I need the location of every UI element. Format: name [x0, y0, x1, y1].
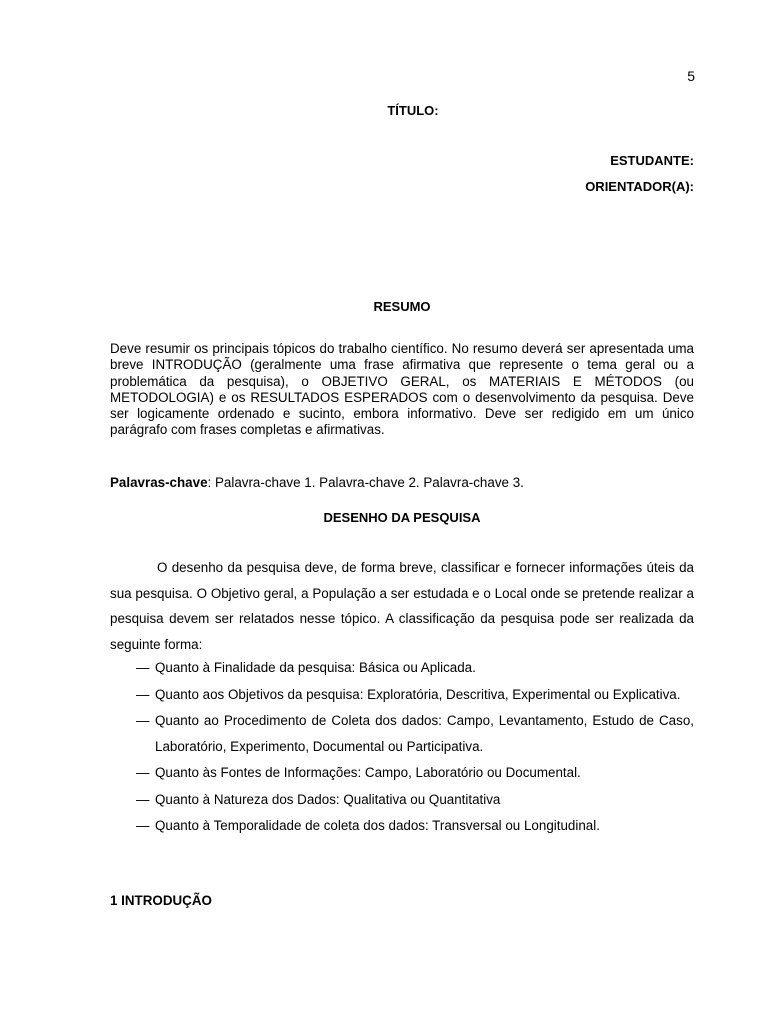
- introduction-heading: 1 INTRODUÇÃO: [110, 893, 212, 908]
- list-item-text: Quanto à Natureza dos Dados: Qualitativa ou Quantitativa: [155, 791, 501, 807]
- document-title: TÍTULO:: [387, 103, 439, 118]
- page-number: 5: [687, 68, 695, 84]
- list-item: [110, 682, 694, 708]
- list-item: [110, 787, 694, 813]
- abstract-paragraph: Deve resumir os principais tópicos do trabalho científico. No resumo deverá ser apresentada uma breve INTRODUÇÃO (geralmente uma frase afirmativa que represente o tema geral ou a problemática da pesquisa), o OBJETIVO GERAL, os MATERIAIS E MÉTODOS (ou METODOLOGIA) e os RESULTADOS ESPERADOS com o desenvolvimento da pesquisa. Deve ser logicamente ordenado e sucinto, embora informativo. Deve ser redigido em um único parágrafo com frases completas e afirmativas.: [110, 341, 694, 438]
- keywords-label: Palavras-chave: [110, 475, 208, 490]
- list-item-text: Quanto à Finalidade da pesquisa: Básica ou Aplicada.: [155, 660, 476, 675]
- list-item-text: Quanto às Fontes de Informações: Campo, Laboratório ou Documental.: [155, 765, 581, 780]
- list-dash: —: [136, 791, 150, 807]
- student-label: ESTUDANTE:: [610, 153, 694, 168]
- list-dash: —: [136, 765, 150, 780]
- list-item: [110, 708, 694, 759]
- design-heading: DESENHO DA PESQUISA: [323, 510, 481, 525]
- list-item-text: Quanto ao Procedimento de Coleta dos dados: Campo, Levantamento, Estudo de Caso, Laboratório, Experimento, Documental ou Participativa.: [155, 713, 694, 754]
- list-item: [110, 813, 694, 839]
- classification-list: [110, 655, 694, 840]
- keywords-line: [110, 475, 694, 490]
- list-dash: —: [136, 686, 150, 702]
- list-item-text: Quanto aos Objetivos da pesquisa: Exploratória, Descritiva, Experimental ou Explicativa.: [155, 686, 681, 702]
- list-item-text: Quanto à Temporalidade de coleta dos dados: Transversal ou Longitudinal.: [155, 818, 600, 833]
- list-item: [110, 760, 694, 786]
- list-dash: —: [136, 713, 150, 728]
- list-item: [110, 655, 694, 681]
- list-dash: —: [136, 818, 150, 833]
- abstract-heading: RESUMO: [373, 299, 431, 314]
- list-dash: —: [136, 660, 150, 675]
- advisor-label: ORIENTADOR(A):: [585, 179, 694, 194]
- design-paragraph: O desenho da pesquisa deve, de forma breve, classificar e fornecer informações úteis da sua pesquisa. O Objetivo geral, a População a ser estudada e o Local onde se pretende realizar a pesquisa devem ser relatados nesse tópico. A classificação da pesquisa pode ser realizada da seguinte forma:: [110, 560, 694, 652]
- keywords-values: : Palavra-chave 1. Palavra-chave 2. Palavra-chave 3.: [207, 475, 524, 490]
